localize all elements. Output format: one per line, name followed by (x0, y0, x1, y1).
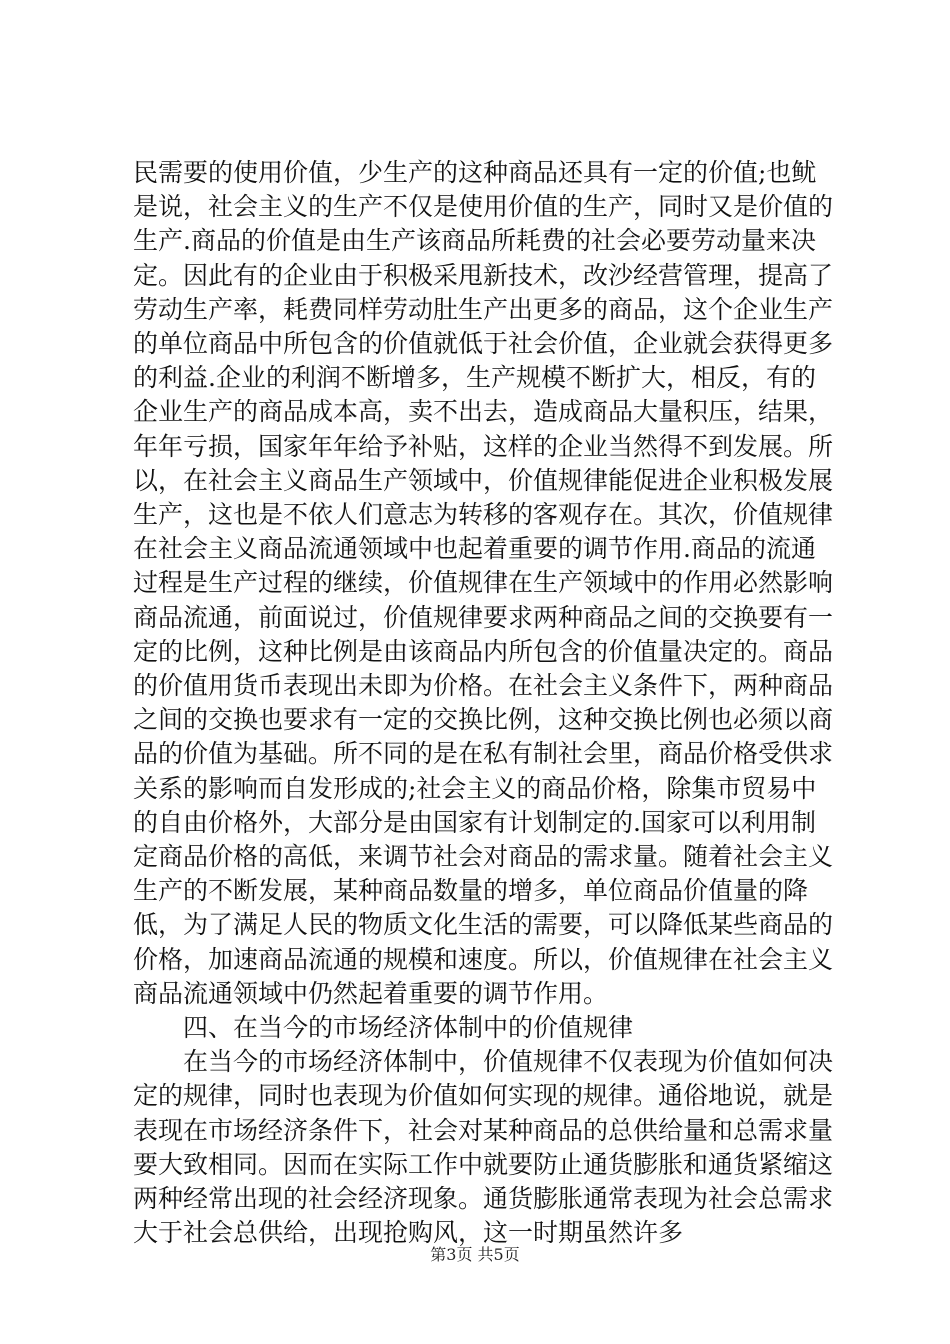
document-body (133, 156, 833, 1251)
body-paragraph: 在当今的市场经济体制中，价值规律不仅表现为价值如何决定的规律，同时也表现为价值如何实现的规律。通俗地说，就是表现在市场经济条件下，社会对某种商品的总供给量和总需求量要大致相同。因而在实际工作中就要防止通货膨胀和通货紧缩这两种经常出现的社会经济现象。通货膨胀通常表现为社会总需求大于社会总供给，出现抢购风，这一时期虽然许多 (133, 1047, 834, 1248)
page-footer: 第3页 共5页 (430, 1245, 520, 1264)
section-heading: 四、在当今的市场经济体制中的价值规律 (183, 1013, 634, 1043)
body-paragraph: 民需要的使用价值，少生产的这种商品还具有一定的价值;也鱿是说，社会主义的生产不仅是使用价值的生产，同时又是价值的生产.商品的价值是由生产该商品所耗费的社会必要劳动量来决定。因此有的企业由于积极采甩新技术，改沙经营管理，提高了劳动生产率，耗费同样劳动肚生产出更多的商品，这个企业生产的单位商品中所包含的价值就低于社会价值，企业就会获得更多的利益.企业的利润不断增多，生产规模不断扩大，相反，有的企业生产的商品成本高，卖不出去，造成商品大量积压，结果，年年亏损，国家年年给予补贴，这样的企业当然得不到发展。所以，在社会主义商品生产领域中，价值规律能促进企业积极发展生产，这也是不依人们意志为转移的客观存在。其次，价值规律在社会主义商品流通领域中也起着重要的调节作用.商品的流通过程是生产过程的继续，价值规律在生产领域中的作用必然影响商品流通，前面说过，价值规律要求两种商品之间的交换要有一定的比例，这种比例是由该商品内所包含的价值量决定的。商品的价值用货币表现出未即为价格。在社会主义条件下，两种商品之间的交换也要求有一定的交换比例，这种交换比例也必须以商品的价值为基础。所不同的是在私有制社会里，商品价格受供求关系的影响而自发形成的;社会主义的商品价格，除集市贸易中的自由价格外，大部分是由国家有计划制定的.国家可以利用制定商品价格的高低，来调节社会对商品的需求量。随着社会主义生产的不断发展，某种商品数量的增多，单位商品价值量的降低，为了满足人民的物质文化生活的需要，可以降低某些商品的价格，加速商品流通的规模和速度。所以，价值规律在社会主义商品流通领域中仍然起着重要的调节作用。 (133, 158, 834, 1008)
